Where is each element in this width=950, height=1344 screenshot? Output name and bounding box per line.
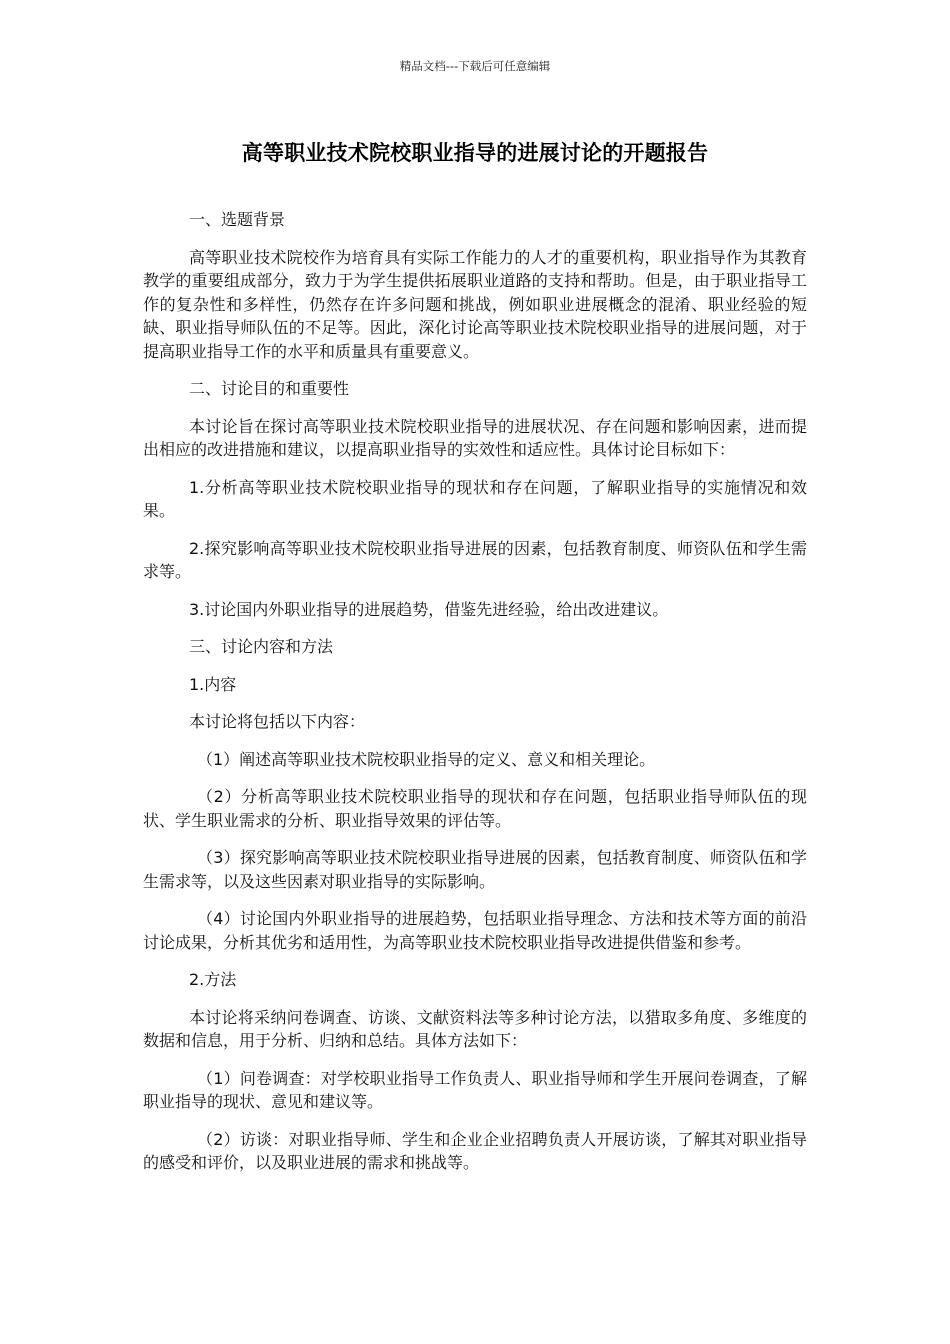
content-item-2: （2）分析高等职业技术院校职业指导的现状和存在问题，包括职业指导师队伍的现状、学生职业需求的分析、职业指导效果的评估等。	[143, 787, 807, 830]
method-item-2: （2）访谈：对职业指导师、学生和企业企业招聘负责人开展访谈，了解其对职业指导的感受和评价，以及职业进展的需求和挑战等。	[143, 1129, 807, 1172]
goal-item-3: 3.讨论国内外职业指导的进展趋势，借鉴先进经验，给出改进建议。	[189, 599, 669, 619]
subheading-methods: 2.方法	[189, 970, 237, 989]
section-heading-content-methods: 三、讨论内容和方法	[189, 637, 334, 656]
page-header: 精品文档---下载后可任意编辑	[399, 59, 551, 73]
paragraph-background: 高等职业技术院校作为培育具有实际工作能力的人才的重要机构，职业指导作为其教育教学的重要组成部分，致力于为学生提供拓展职业道路的支持和帮助。但是，由于职业指导工作的复杂性和多样性，仍然存在许多问题和挑战，例如职业进展概念的混淆、职业经验的短缺、职业指导师队伍的不足等。因此，深化讨论高等职业技术院校职业指导的进展问题，对于提高职业指导工作的水平和质量具有重要意义。	[143, 247, 807, 361]
content-item-4: （4）讨论国内外职业指导的进展趋势，包括职业指导理念、方法和技术等方面的前沿讨论成果，分析其优劣和适用性，为高等职业技术院校职业指导改进提供借鉴和参考。	[143, 909, 807, 952]
document-body	[143, 208, 807, 1189]
goal-item-1: 1.分析高等职业技术院校职业指导的现状和存在问题，了解职业指导的实施情况和效果。	[143, 477, 807, 520]
subheading-content: 1.内容	[189, 674, 237, 694]
section-heading-purpose: 二、讨论目的和重要性	[189, 379, 350, 398]
paragraph-content-intro: 本讨论将包括以下内容：	[189, 712, 366, 731]
section-heading-background: 一、选题背景	[189, 210, 286, 229]
content-item-1: （1）阐述高等职业技术院校职业指导的定义、意义和相关理论。	[197, 749, 656, 769]
goal-item-2: 2.探究影响高等职业技术院校职业指导进展的因素，包括教育制度、师资队伍和学生需求等。	[143, 538, 807, 581]
paragraph-purpose: 本讨论旨在探讨高等职业技术院校职业指导的进展状况、存在问题和影响因素，进而提出相应的改进措施和建议，以提高职业指导的实效性和适应性。具体讨论目标如下：	[143, 416, 807, 459]
method-item-1: （1）问卷调查：对学校职业指导工作负责人、职业指导师和学生开展问卷调查，了解职业指导的现状、意见和建议等。	[143, 1068, 807, 1111]
content-item-3: （3）探究影响高等职业技术院校职业指导进展的因素，包括教育制度、师资队伍和学生需求等，以及这些因素对职业指导的实际影响。	[143, 848, 807, 891]
document-title: 高等职业技术院校职业指导的进展讨论的开题报告	[241, 141, 709, 165]
paragraph-methods-intro: 本讨论将采纳问卷调查、访谈、文献资料法等多种讨论方法，以猎取多角度、多维度的数据和信息，用于分析、归纳和总结。具体方法如下：	[143, 1007, 807, 1050]
